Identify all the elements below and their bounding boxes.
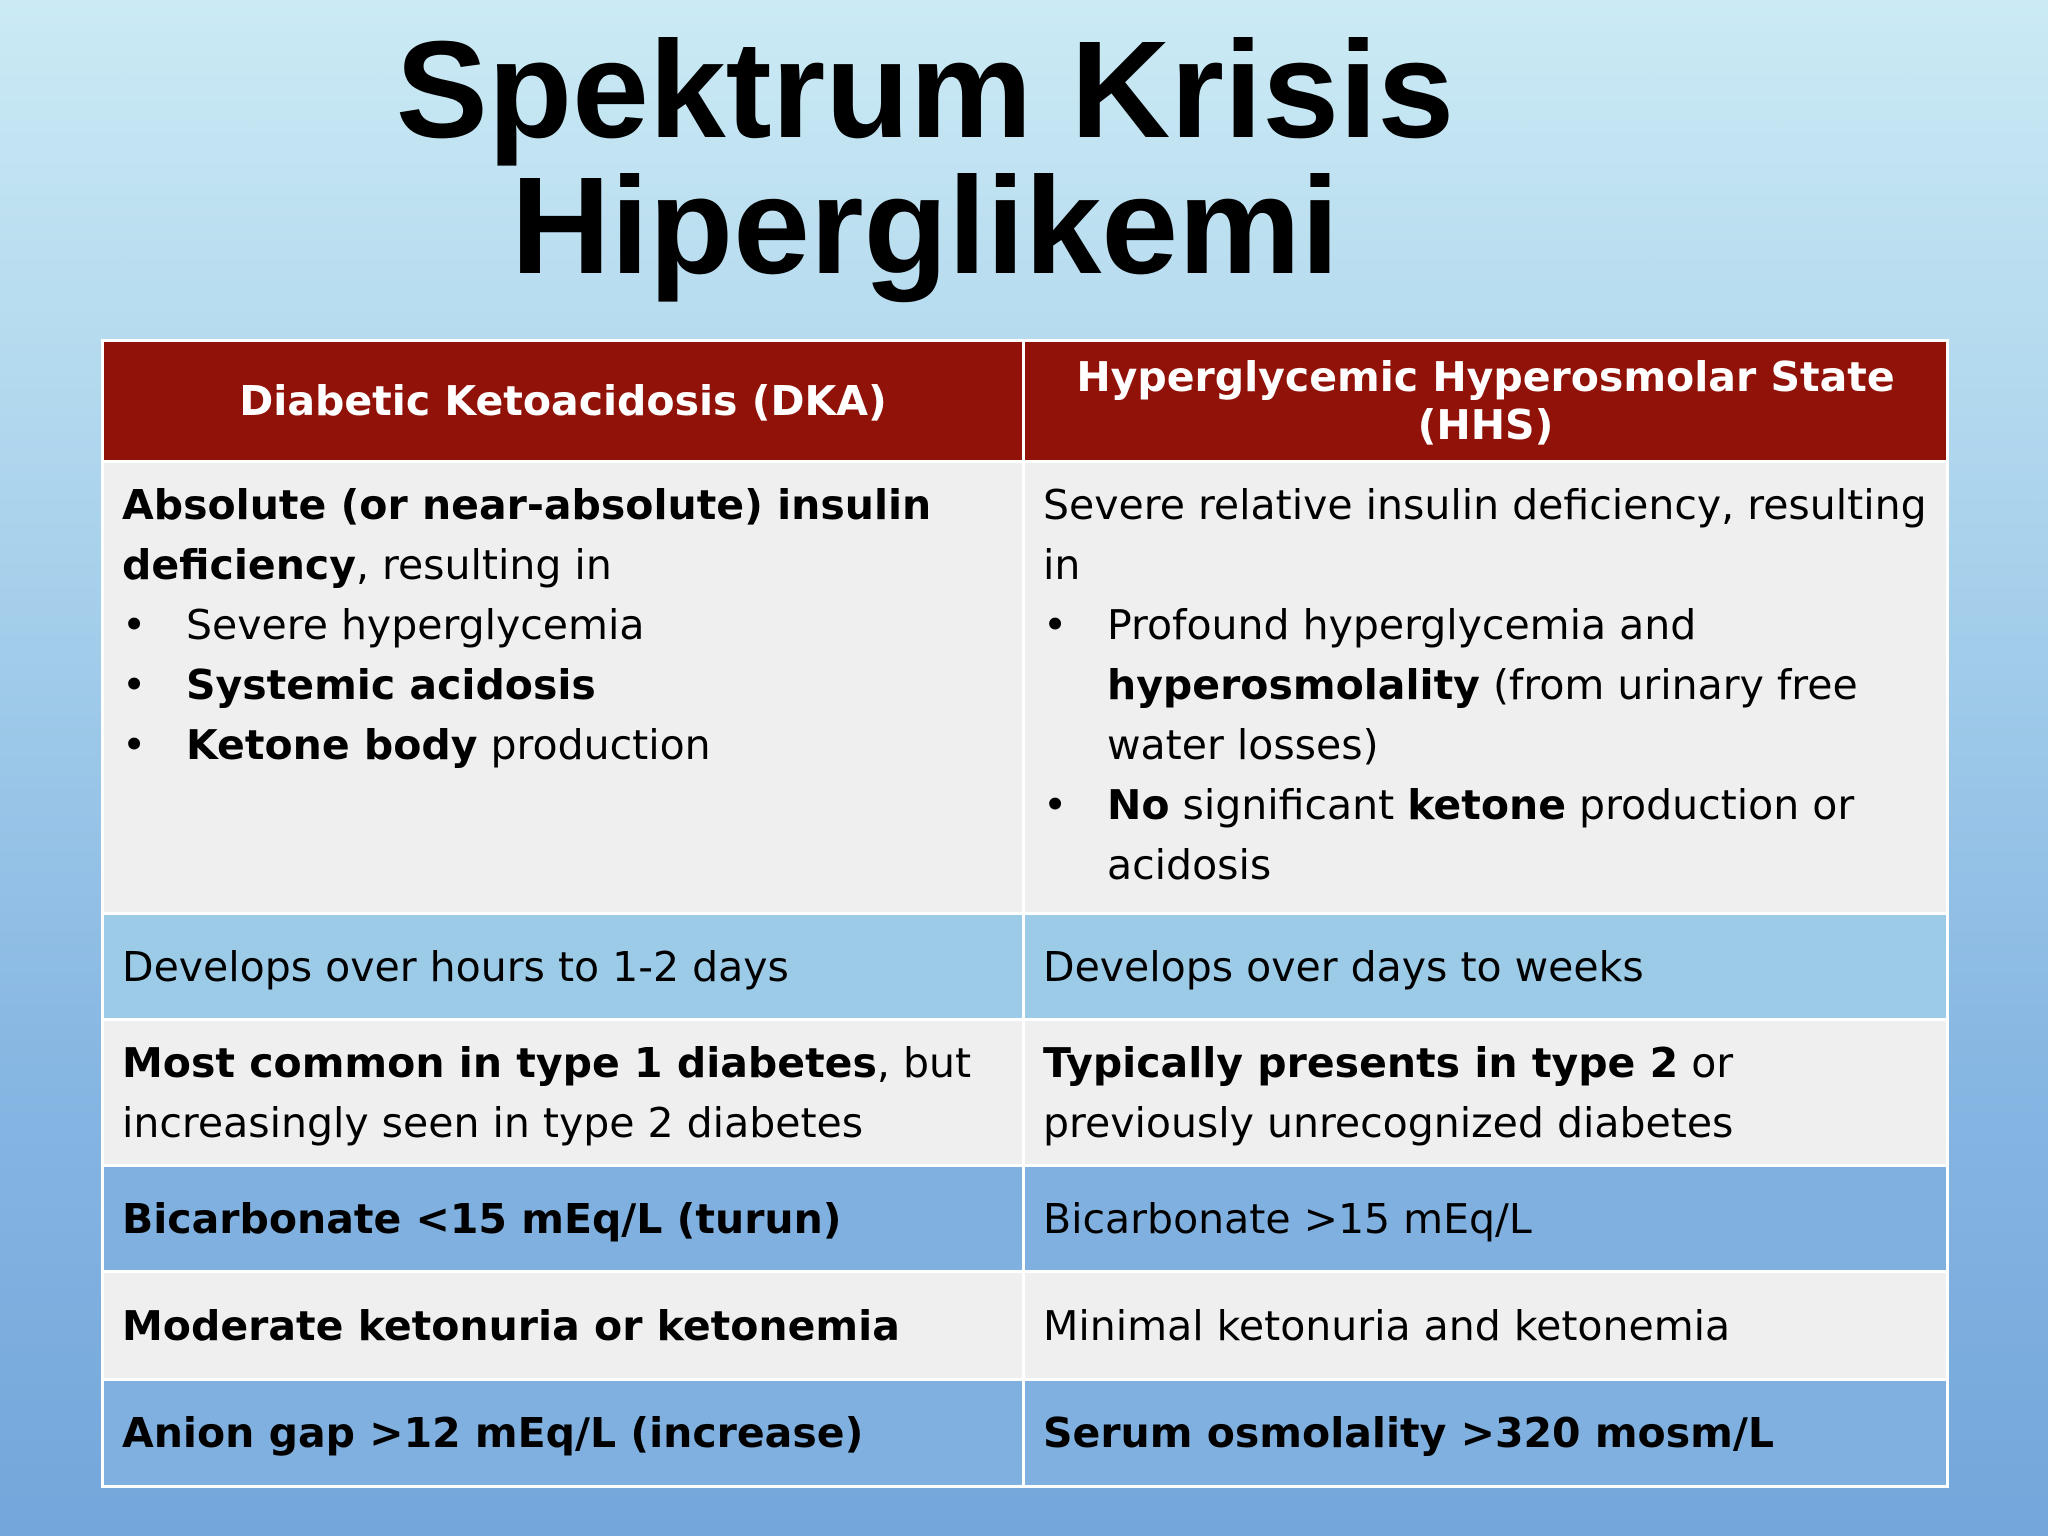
hhs-osmolality-cell: Serum osmolality >320 mosm/L	[1024, 1380, 1948, 1487]
list-item: • No significant ketone production or acidosis	[1043, 775, 1928, 895]
bullet-icon: •	[122, 721, 147, 769]
comparison-table	[101, 339, 1949, 1488]
header-hhs: Hyperglycemic Hyperosmolar State (HHS)	[1024, 341, 1948, 462]
dka-bullet-list	[122, 595, 1004, 775]
dka-onset-cell: Develops over hours to 1-2 days	[103, 914, 1024, 1020]
dka-ketone-cell: Moderate ketonuria or ketonemia	[103, 1272, 1024, 1380]
list-item: • Ketone body production	[122, 715, 1004, 775]
hhs-ketone-cell: Minimal ketonuria and ketonemia	[1024, 1272, 1948, 1380]
hhs-bullet-list	[1043, 595, 1928, 895]
bullet-icon: •	[1043, 781, 1068, 829]
dka-bicarbonate-cell: Bicarbonate <15 mEq/L (turun)	[103, 1166, 1024, 1272]
slide-title	[0, 13, 1850, 303]
dka-definition-cell	[103, 462, 1024, 914]
dka-anion-gap-cell: Anion gap >12 mEq/L (increase)	[103, 1380, 1024, 1487]
title-line-1: Spektrum Krisis	[395, 13, 1455, 167]
table-row	[103, 1272, 1948, 1380]
hhs-population-cell: Typically presents in type 2 or previously unrecognized diabetes	[1024, 1020, 1948, 1166]
header-row	[103, 341, 1948, 462]
table-row	[103, 1380, 1948, 1487]
hhs-definition-cell	[1024, 462, 1948, 914]
list-item: • Profound hyperglycemia and hyperosmolality (from urinary free water losses)	[1043, 595, 1928, 775]
header-dka: Diabetic Ketoacidosis (DKA)	[103, 341, 1024, 462]
dka-population-cell: Most common in type 1 diabetes, but increasingly seen in type 2 diabetes	[103, 1020, 1024, 1166]
hhs-bicarbonate-cell: Bicarbonate >15 mEq/L	[1024, 1166, 1948, 1272]
title-line-2: Hiperglikemi	[510, 149, 1340, 303]
bullet-icon: •	[1043, 601, 1068, 649]
hhs-intro: Severe relative insulin deficiency, resulting in	[1043, 481, 1927, 589]
list-item: • Severe hyperglycemia	[122, 595, 1004, 655]
table-row	[103, 1020, 1948, 1166]
hhs-onset-cell: Develops over days to weeks	[1024, 914, 1948, 1020]
bullet-icon: •	[122, 601, 147, 649]
table-row	[103, 914, 1948, 1020]
table-row	[103, 462, 1948, 914]
bullet-icon: •	[122, 661, 147, 709]
dka-intro: Absolute (or near-absolute) insulin deficiency, resulting in	[122, 481, 932, 589]
list-item: • Systemic acidosis	[122, 655, 1004, 715]
table-row	[103, 1166, 1948, 1272]
